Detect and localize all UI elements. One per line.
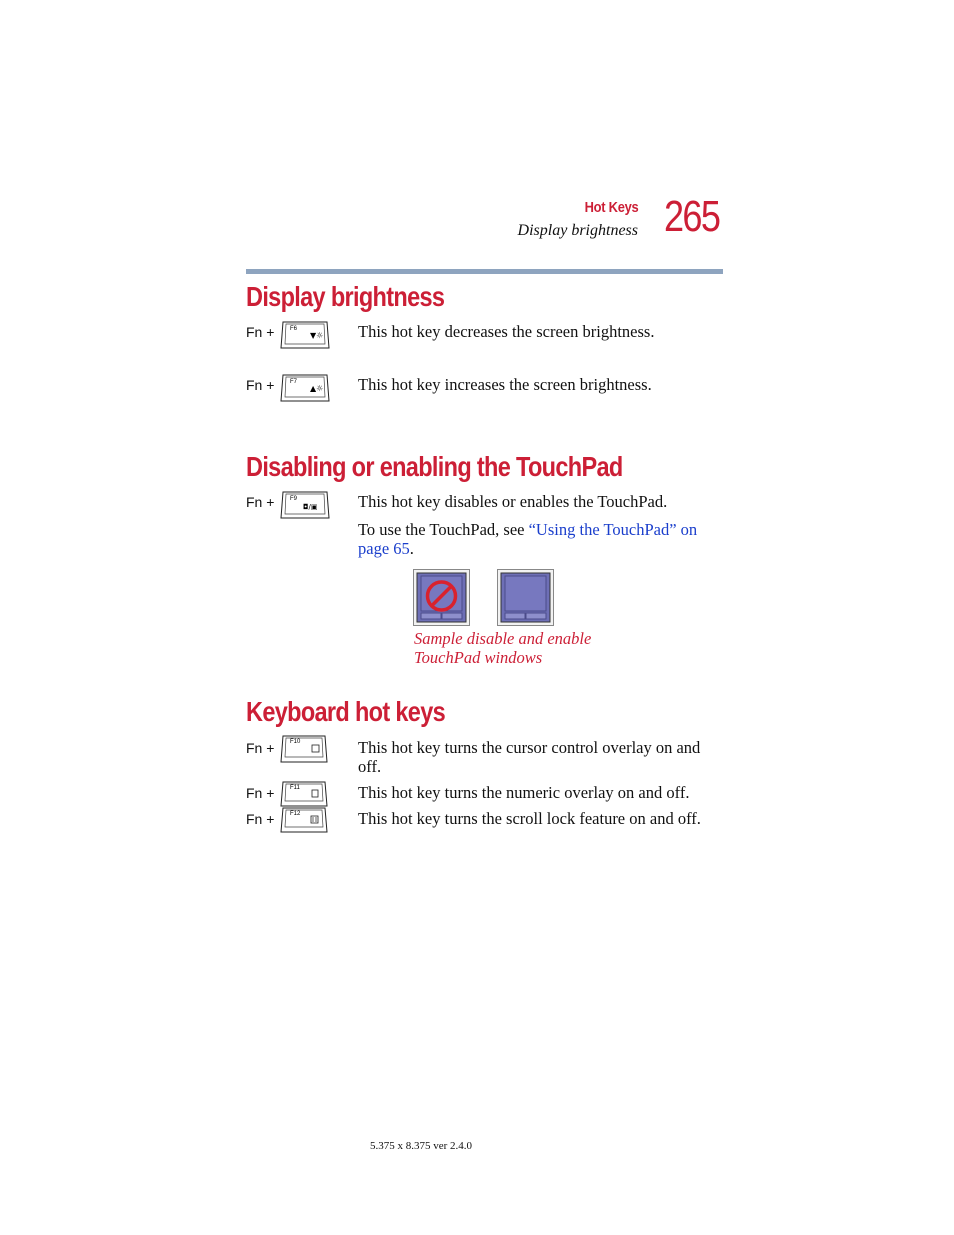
touchpad-disabled-image [413, 569, 470, 626]
touchpad-enabled-image [497, 569, 554, 626]
fn-modifier: Fn + [246, 494, 275, 510]
running-header [518, 199, 638, 241]
fn-modifier: Fn + [246, 377, 275, 393]
hotkey-description: This hot key decreases the screen brightness. [358, 322, 655, 341]
brightness-down-icon: ▼☼ [310, 331, 324, 340]
touchpad-note [358, 520, 718, 558]
note-suffix: . [409, 539, 414, 558]
fn-modifier: Fn + [246, 740, 275, 756]
figure-caption: Sample disable and enable TouchPad windows [414, 629, 592, 667]
header-rule [246, 269, 723, 274]
fn-modifier: Fn + [246, 324, 275, 340]
key-label: F6 [290, 326, 298, 332]
hotkey-description: This hot key turns the numeric overlay on and off. [358, 783, 690, 802]
section-title-display-brightness: Display brightness [246, 281, 445, 312]
brightness-up-icon: ▲☼ [310, 384, 324, 393]
note-text: To use the TouchPad, see [358, 520, 529, 539]
f6-key-icon [280, 320, 330, 350]
section-title-touchpad: Disabling or enabling the TouchPad [246, 451, 623, 482]
header-section-title: Display brightness [517, 222, 638, 239]
f12-key-icon [280, 807, 328, 833]
key-label: F11 [290, 785, 300, 791]
f10-key-icon [280, 735, 328, 763]
fn-modifier: Fn + [246, 811, 275, 827]
f7-key-icon [280, 373, 330, 403]
touchpad-toggle-icon: ◘/▣ [303, 503, 318, 511]
hotkey-description: This hot key turns the cursor control overlay on and off. [358, 738, 701, 776]
link-using-the-touchpad[interactable]: “Using the TouchPad” on page 65 [358, 520, 698, 558]
footer-version: 5.375 x 8.375 ver 2.4.0 [370, 1140, 473, 1152]
fn-modifier: Fn + [246, 785, 275, 801]
page-number: 265 [664, 192, 720, 241]
f9-key-icon [280, 490, 330, 520]
key-label: F12 [290, 811, 301, 817]
section-title-keyboard-hot-keys: Keyboard hot keys [246, 696, 446, 727]
hotkey-description: This hot key turns the scroll lock feature on and off. [358, 809, 701, 828]
key-label: F10 [290, 739, 301, 745]
key-label: F9 [290, 496, 298, 502]
f11-key-icon [280, 781, 328, 807]
key-label: F7 [290, 379, 298, 385]
hotkey-description: This hot key increases the screen brightness. [358, 375, 652, 394]
hotkey-description: This hot key disables or enables the TouchPad. [358, 492, 668, 511]
header-chapter-title: Hot Keys [584, 199, 638, 216]
